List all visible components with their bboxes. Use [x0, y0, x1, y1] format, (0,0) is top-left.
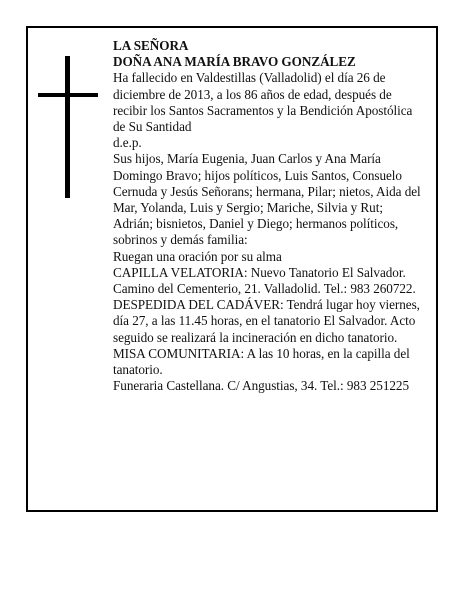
prayer-request: Ruegan una oración por su alma	[113, 248, 282, 264]
farewell-info	[113, 297, 425, 346]
deceased-name: DOÑA ANA MARÍA BRAVO GONZÁLEZ	[113, 54, 356, 70]
mass-label: MISA COMUNITARIA:	[113, 345, 245, 361]
funeral-home-info: Funeraria Castellana. C/ Angustias, 34. Tel.: 983 251225	[113, 378, 410, 394]
obituary-text	[113, 38, 425, 394]
chapel-label: CAPILLA VELATORIA:	[113, 264, 248, 280]
farewell-text: Tendrá lugar hoy viernes, día 27, a las 11.45 horas, en el tanatorio El Salvador. Acto seguido se realizará la incineración en dicho tanatorio.	[113, 297, 420, 345]
family-list: Sus hijos, María Eugenia, Juan Carlos y Ana María Domingo Bravo; hijos políticos, Luis Santos, Consuelo Cernuda y Jesús Señorans; hermana, Pilar; nietos, Aida del Mar, Yolanda, Luis y Sergio; Mariche, Silvia y Rut; Adrián; bisnietos, Daniel y Diego; hermanos políticos, sobrinos y demás familia:	[113, 151, 421, 248]
mass-info	[113, 346, 425, 378]
deceased-title: LA SEÑORA	[113, 38, 189, 53]
mass-text: A las 10 horas, en la capilla del tanatorio.	[113, 345, 410, 378]
farewell-label: DESPEDIDA DEL CADÁVER:	[113, 297, 284, 313]
chapel-info	[113, 265, 425, 297]
rip-abbreviation: d.e.p.	[113, 135, 142, 151]
chapel-text: Nuevo Tanatorio El Salvador. Camino del Cementerio, 21. Valladolid. Tel.: 983 260722.	[113, 264, 416, 297]
cross-vertical-bar	[65, 56, 70, 198]
cross-icon	[38, 56, 98, 198]
death-announcement: Ha fallecido en Valdestillas (Valladolid) el día 26 de diciembre de 2013, a los 86 años de edad, después de recibir los Santos Sacramentos y la Bendición Apostólica de Su Santidad	[113, 70, 413, 135]
cross-horizontal-bar	[38, 93, 98, 97]
